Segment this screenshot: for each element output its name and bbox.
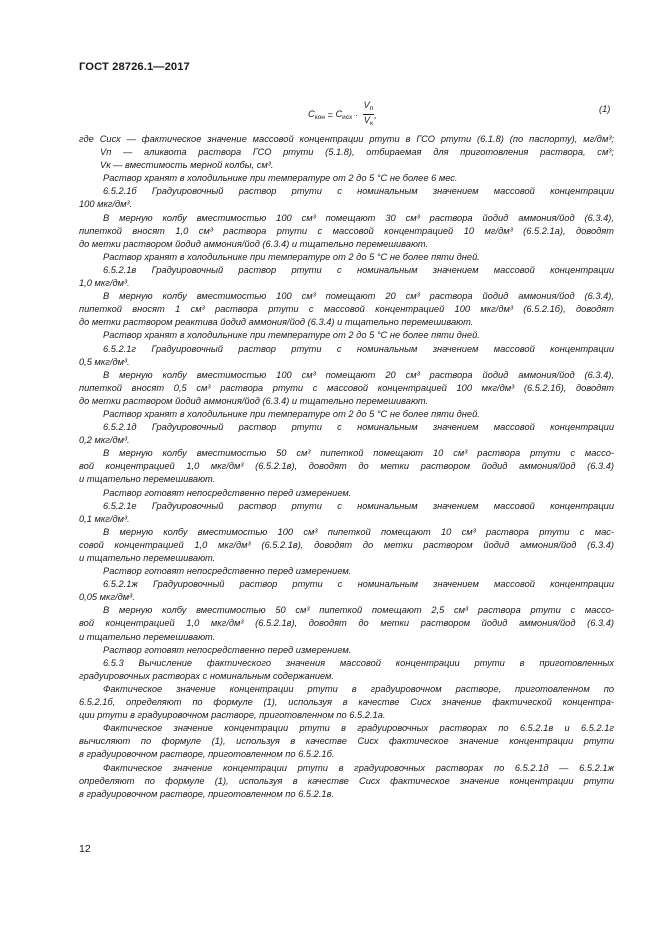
text-line: совой концентрацией 1,0 мкг/дм³ (6.5.2.1в), доводят до метки раствором йодид аммония/йод (6.3.4) bbox=[79, 539, 614, 550]
text-line: В мерную колбу вместимостью 50 см³ пипеткой помещают 2,5 см³ раствора ртути с массо- bbox=[103, 605, 614, 616]
text-line: Раствор хранят в холодильнике при температуре от 2 до 5 °С не более пяти дней. bbox=[103, 330, 480, 341]
text-line: Раствор готовят непосредственно перед измерением. bbox=[103, 487, 352, 498]
text-line: до метки раствором реактива йодид аммония/йод (6.3.4) и тщательно перемешивают. bbox=[79, 317, 474, 328]
text-line: Vп — аликвота раствора ГСО ртути (5.1.8), отбираемая для приготовления раствора, см³; bbox=[100, 147, 614, 158]
formula-equals: = bbox=[324, 109, 336, 120]
formula-lhs: $C_{кон}$ bbox=[308, 108, 325, 121]
text-line: 0,1 мкг/дм³. bbox=[79, 513, 130, 524]
text-line: В мерную колбу вместимостью 100 см³ помещают 20 см³ раствора йодид аммония/йод (6.3.4), bbox=[103, 291, 614, 302]
text-line: Фактическое значение концентрации ртути в градуировочных растворах по 6.5.2.1д — 6.5.2.1ж bbox=[103, 762, 614, 773]
text-line: 6.5.3 Вычисление фактического значения массовой концентрации ртути в приготовленных bbox=[103, 657, 614, 668]
text-line: Раствор хранят в холодильнике при температуре от 2 до 5 °С не более пяти дней. bbox=[103, 251, 480, 262]
text-line: В мерную колбу вместимостью 100 см³ помещают 30 см³ раствора йодид аммония/йод (6.3.4), bbox=[103, 212, 614, 223]
text-line: Раствор хранят в холодильнике при температуре от 2 до 5 °С не более 6 мес. bbox=[103, 173, 458, 184]
formula-number: (1) bbox=[599, 104, 611, 114]
text-line: В мерную колбу вместимостью 100 см³ пипеткой помещают 10 см³ раствора ртути с мас- bbox=[103, 526, 614, 537]
text-line: 6.5.2.1б, определяют по формуле (1), используя в качестве Cисх значение фактической концентра- bbox=[79, 697, 614, 708]
text-line: 6.5.2.1ж Градуировочный раствор ртути с номинальным значением массовой концентрации bbox=[103, 579, 614, 590]
text-line: пипеткой вносят 0,5 см³ раствора ртути с массовой концентрацией 100 мкг/дм³ (6.5.2.1б), доводят bbox=[79, 382, 614, 393]
text-line: в градуировочном растворе, приготовленном по 6.5.2.1б. bbox=[79, 749, 335, 760]
formula-denominator: $V_к$ bbox=[363, 115, 373, 127]
text-line: и тщательно перемешивают. bbox=[79, 631, 216, 642]
text-line: Vк — вместимость мерной колбы, см³. bbox=[100, 160, 274, 171]
text-line: 100 мкг/дм³. bbox=[79, 199, 133, 210]
text-line: 6.5.2.1д Градуировочный раствор ртути с номинальным значением массовой концентрации bbox=[103, 422, 614, 433]
text-line: и тщательно перемешивают. bbox=[79, 474, 216, 485]
formula-fraction bbox=[363, 100, 375, 129]
text-line: 6.5.2.1г Градуировочный раствор ртути с номинальным значением массовой концентрации bbox=[103, 343, 614, 354]
text-line: Раствор готовят непосредственно перед измерением. bbox=[103, 644, 352, 655]
text-line: В мерную колбу вместимостью 50 см³ пипеткой помещают 10 см³ раствора ртути с массо- bbox=[103, 448, 614, 459]
document-body bbox=[79, 133, 614, 801]
text-line: до метки раствором йодид аммония/йод (6.3.4) и тщательно перемешивают. bbox=[79, 238, 429, 249]
text-line: определяют по формуле (1), используя в качестве Cисх фактическое значение концентрации ртути bbox=[79, 775, 614, 786]
text-line: где Cисх — фактическое значение массовой концентрации ртути в ГСО ртути (6.1.8) (по паспорту), мг/дм³; bbox=[79, 134, 614, 144]
text-line: Фактическое значение концентрации ртути в градуировочных растворах по 6.5.2.1в и 6.5.2.1г bbox=[103, 723, 614, 734]
text-line: градуировочных растворах с номинальным содержанием. bbox=[79, 670, 335, 681]
text-line: вой концентрацией 1,0 мкг/дм³ (6.5.2.1в), доводят до метки раствором йодид аммония/йод (6.3.4) bbox=[79, 618, 614, 629]
formula-comma: , bbox=[374, 109, 377, 120]
text-line: пипеткой вносят 1 см³ раствора ртути с массовой концентрацией 100 мкг/дм³ (6.5.2.1б), доводят bbox=[79, 304, 614, 315]
page-number: 12 bbox=[79, 843, 91, 855]
text-line: Раствор готовят непосредственно перед измерением. bbox=[103, 566, 352, 577]
text-line: В мерную колбу вместимостью 100 см³ помещают 20 см³ раствора йодид аммония/йод (6.3.4), bbox=[103, 369, 614, 380]
text-line: Раствор хранят в холодильнике при температуре от 2 до 5 °С не более пяти дней. bbox=[103, 408, 480, 419]
text-line: Фактическое значение концентрации ртути в градуировочном растворе, приготовленном по bbox=[103, 683, 614, 694]
text-line: вой концентрацией 1,0 мкг/дм³ (6.5.2.1в), доводят до метки раствором йодид аммония/йод (6.3.4) bbox=[79, 461, 614, 472]
formula bbox=[308, 100, 377, 129]
formula-numerator: $V_п$ bbox=[363, 100, 375, 115]
text-line: 6.5.2.1е Градуировочный раствор ртути с номинальным значением массовой концентрации bbox=[103, 500, 614, 511]
formula-dot: · bbox=[352, 109, 361, 120]
text-line: 0,05 мкг/дм³. bbox=[79, 592, 135, 603]
text-line: до метки раствором йодид аммония/йод (6.3.4) и тщательно перемешивают. bbox=[79, 395, 429, 406]
text-line: в градуировочном растворе, приготовленном по 6.5.2.1в. bbox=[79, 788, 335, 799]
text-line: 1,0 мкг/дм³. bbox=[79, 278, 130, 289]
text-line: и тщательно перемешивают. bbox=[79, 553, 216, 563]
text-line: пипеткой вносят 1,0 см³ раствора ртути с массовой концентрацией 10 мг/дм³ (6.5.2.1а), доводят bbox=[79, 225, 614, 236]
text-line: 0,2 мкг/дм³. bbox=[79, 435, 130, 446]
document-header: ГОСТ 28726.1—2017 bbox=[79, 61, 190, 73]
formula-c: $C_{исх}$ bbox=[335, 108, 353, 121]
text-line: 6.5.2.1б Градуировочный раствор ртути с номинальным значением массовой концентрации bbox=[103, 186, 614, 197]
text-line: ции ртути в градуировочном растворе, приготовленном по 6.5.2.1а. bbox=[79, 710, 386, 721]
text-line: вычисляют по формуле (1), используя в качестве Cисх фактическое значение концентрации ртути bbox=[79, 736, 614, 747]
text-line: 0,5 мкг/дм³. bbox=[79, 356, 130, 367]
text-line: 6.5.2.1в Градуировочный раствор ртути с номинальным значением массовой концентрации bbox=[103, 264, 614, 275]
